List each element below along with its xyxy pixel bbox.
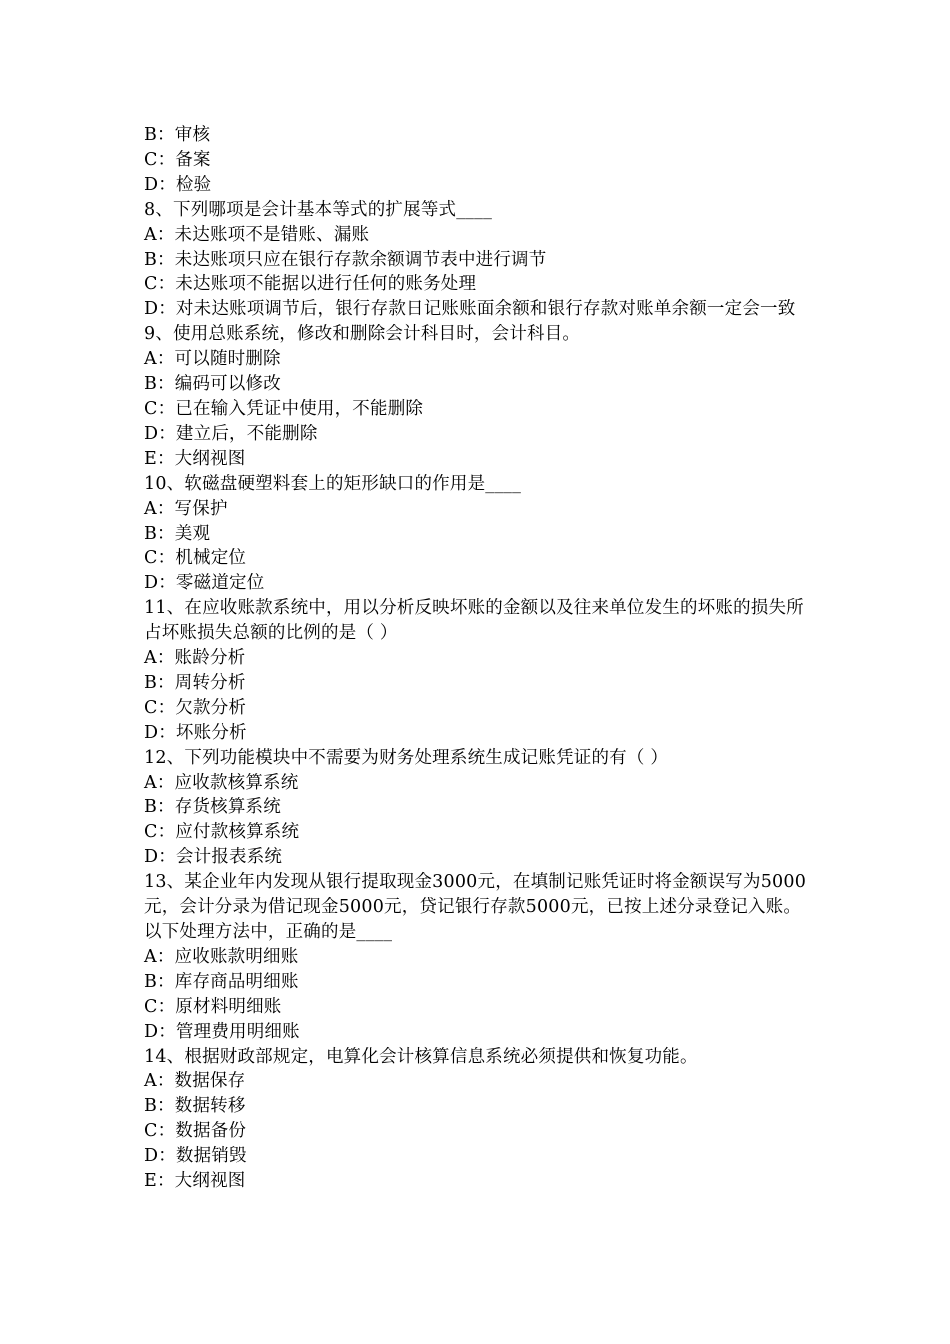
- question-9-option-d: D：建立后，不能删除: [144, 423, 318, 444]
- question-12-option-c: C：应付款核算系统: [144, 822, 300, 843]
- question-12: 12、下列功能模块中不需要为财务处理系统生成记账凭证的有（ ）: [144, 747, 669, 768]
- document-body: [144, 123, 814, 1194]
- question-11-option-c: C：欠款分析: [144, 697, 247, 718]
- question-9-option-c: C：已在输入凭证中使用，不能删除: [144, 398, 424, 419]
- question-14-option-a: A：数据保存: [144, 1071, 246, 1092]
- question-12-option-d: D：会计报表系统: [144, 847, 283, 868]
- question-10-option-c: C：机械定位: [144, 548, 247, 569]
- question-9: 9、使用总账系统，修改和删除会计科目时，会计科目。: [144, 324, 581, 345]
- question-9-option-e: E：大纲视图: [144, 448, 246, 469]
- question-13-option-d: D：管理费用明细账: [144, 1021, 300, 1042]
- question-14-option-c: C：数据备份: [144, 1121, 247, 1142]
- question-9-option-a: A：可以随时删除: [144, 349, 281, 370]
- question-10: 10、软磁盘硬塑料套上的矩形缺口的作用是____: [144, 473, 522, 494]
- question-11-option-d: D：坏账分析: [144, 722, 247, 743]
- question-13-option-a: A：应收账款明细账: [144, 946, 299, 967]
- question-12-option-a: A：应收款核算系统: [144, 772, 299, 793]
- question-14-option-e: E：大纲视图: [144, 1171, 246, 1192]
- question-8-option-c: C：未达账项不能据以进行任何的账务处理: [144, 274, 477, 295]
- question-10-option-a: A：写保护: [144, 498, 228, 519]
- question-13: 13、某企业年内发现从银行提取现金3000元，在填制记账凭证时将金额误写为5000元，会计分录为借记现金5000元，贷记银行存款5000元，已按上述分录登记入账。以下处理方法中，正确的是____: [144, 872, 807, 942]
- question-13-option-c: C：原材料明细账: [144, 996, 282, 1017]
- question-10-option-b: B：美观: [144, 523, 211, 544]
- question-8-option-d: D：对未达账项调节后，银行存款日记账账面余额和银行存款对账单余额一定会一致: [144, 299, 796, 320]
- question-8: 8、下列哪项是会计基本等式的扩展等式____: [144, 199, 493, 220]
- question-11-option-a: A：账龄分析: [144, 648, 246, 669]
- question-11: 11、在应收账款系统中，用以分析反映坏账的金额以及往来单位发生的坏账的损失所占坏账损失总额的比例的是（ ）: [144, 598, 804, 644]
- question-9-option-b: B：编码可以修改: [144, 374, 281, 395]
- option-c-line: C：备案: [144, 149, 211, 170]
- question-14-option-d: D：数据销毁: [144, 1146, 247, 1167]
- question-14: 14、根据财政部规定，电算化会计核算信息系统必须提供和恢复功能。: [144, 1046, 698, 1067]
- option-b-line: B：审核: [144, 125, 211, 145]
- question-14-option-b: B：数据转移: [144, 1096, 246, 1117]
- question-8-option-b: B：未达账项只应在银行存款余额调节表中进行调节: [144, 249, 547, 270]
- question-8-option-a: A：未达账项不是错账、漏账: [144, 224, 370, 245]
- question-13-option-b: B：库存商品明细账: [144, 971, 299, 992]
- question-12-option-b: B：存货核算系统: [144, 797, 281, 818]
- question-10-option-d: D：零磁道定位: [144, 573, 265, 594]
- option-d-line: D：检验: [144, 174, 212, 195]
- question-11-option-b: B：周转分析: [144, 672, 246, 693]
